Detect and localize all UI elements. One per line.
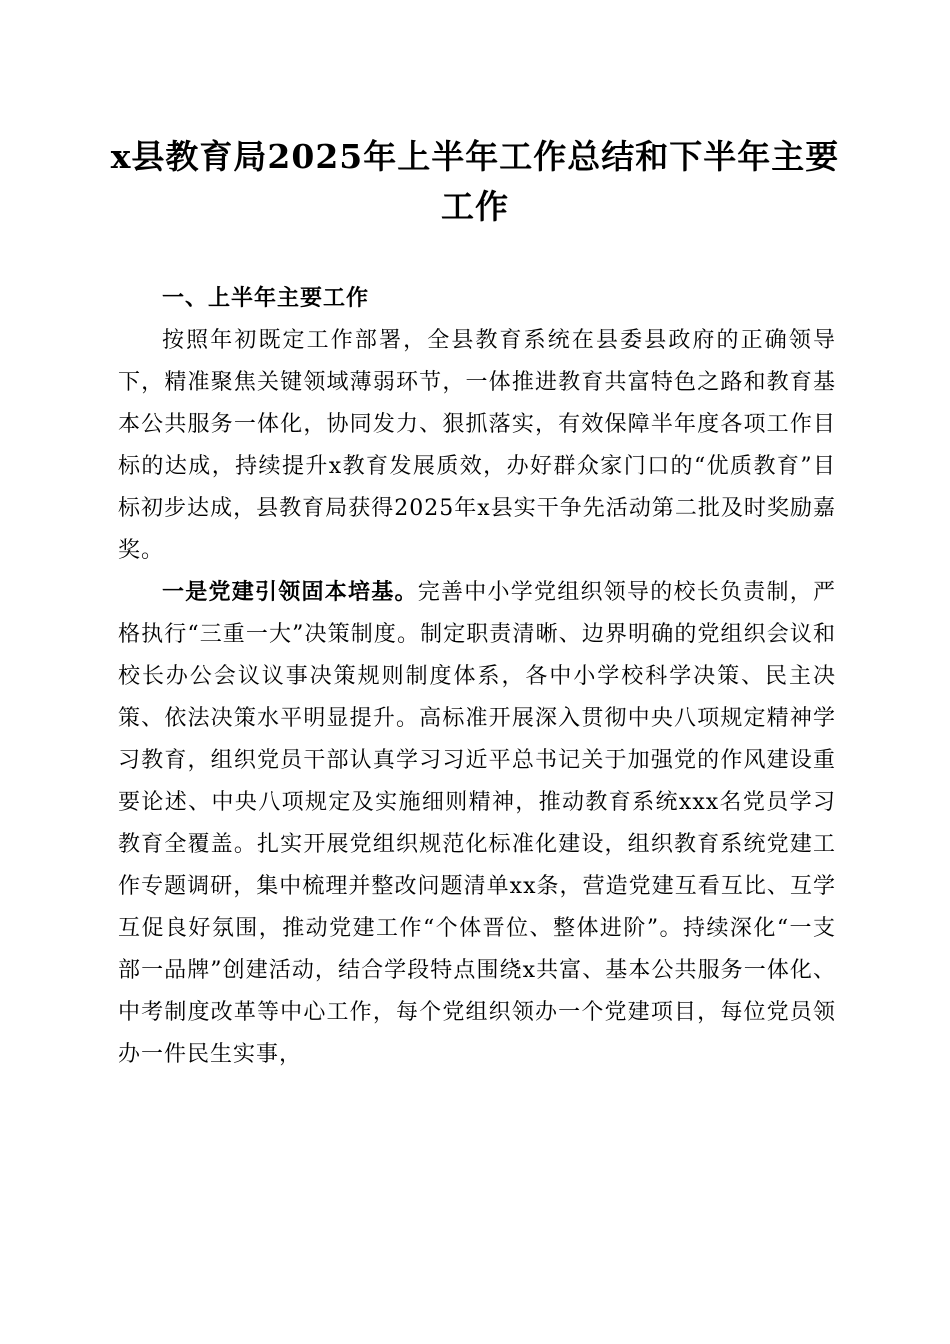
paragraph-intro: 按照年初既定工作部署，全县教育系统在县委县政府的正确领导下，精准聚焦关键领域薄弱环节，一体推进教育共富特色之路和教育基本公共服务一体化，协同发力、狠抓落实，有效保障半年度各项工作目标的达成，持续提升x教育发展质效，办好群众家门口的“优质教育”目标初步达成，县教育局获得2025年x县实干争先活动第二批及时奖励嘉奖。 [118, 328, 836, 563]
section-heading: 一、上半年主要工作 [162, 286, 370, 311]
document-title: x县教育局2025年上半年工作总结和下半年主要工作 [110, 137, 840, 226]
paragraph-party-building [118, 572, 836, 1076]
paragraph-body: 完善中小学党组织领导的校长负责制，严格执行“三重一大”决策制度。制定职责清晰、边界明确的党组织会议和校长办公会议议事决策规则制度体系，各中小学校科学决策、民主决策、依法决策水平明显提升。高标准开展深入贯彻中央八项规定精神学习教育，组织党员干部认真学习习近平总书记关于加强党的作风建设重要论述、中央八项规定及实施细则精神，推动教育系统xxx名党员学习教育全覆盖。扎实开展党组织规范化标准化建设，组织教育系统党建工作专题调研，集中梳理并整改问题清单xx条，营造党建互看互比、互学互促良好氛围，推动党建工作“个体晋位、整体进阶”。持续深化“一支部一品牌”创建活动，结合学段特点围绕x共富、基本公共服务一体化、中考制度改革等中心工作，每个党组织领办一个党建项目，每位党员领办一件民生实事， [118, 580, 836, 1067]
document-body [118, 278, 836, 1076]
paragraph-lead: 一是党建引领固本培基。 [162, 580, 418, 605]
